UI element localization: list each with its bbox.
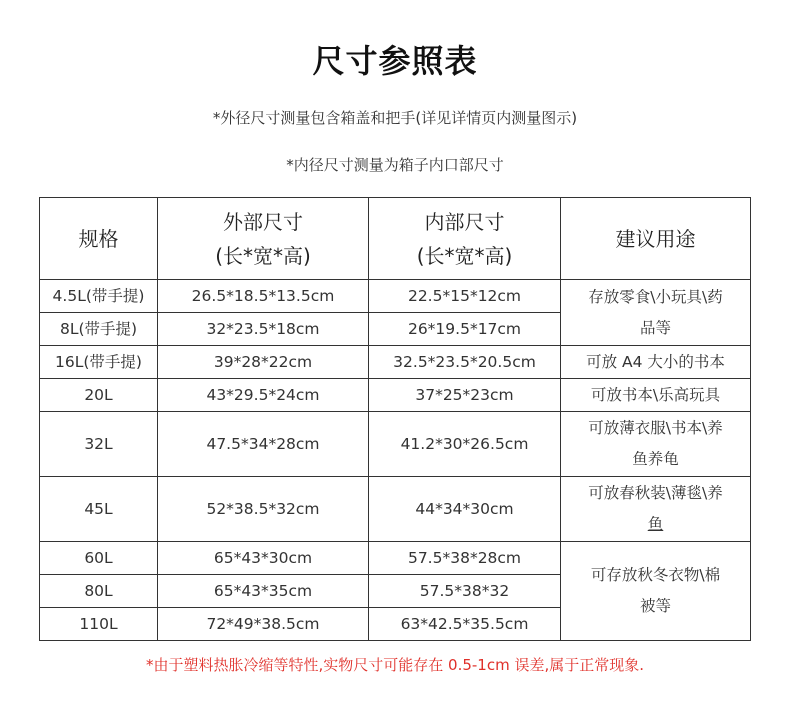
- size-reference-table: [39, 197, 751, 641]
- cell-inner: 26*19.5*17cm: [369, 313, 561, 346]
- cell-outer: 43*29.5*24cm: [158, 379, 369, 412]
- header-outer-line1: 外部尺寸: [223, 209, 303, 234]
- usage-underlined-text: 鱼: [647, 515, 664, 533]
- cell-spec: 60L: [40, 542, 158, 575]
- cell-outer: 52*38.5*32cm: [158, 477, 369, 542]
- cell-inner: 32.5*23.5*20.5cm: [369, 346, 561, 379]
- page-title: 尺寸参照表: [312, 42, 478, 80]
- cell-outer: 65*43*35cm: [158, 575, 369, 608]
- cell-inner: 41.2*30*26.5cm: [369, 412, 561, 477]
- cell-usage: 可放 A4 大小的书本: [561, 346, 751, 379]
- usage-line: 存放零食\小玩具\药: [588, 287, 723, 306]
- header-inner-line1: 内部尺寸: [424, 209, 505, 234]
- header-spec: 规格: [40, 198, 158, 280]
- cell-spec: 32L: [40, 412, 158, 477]
- cell-usage: [561, 477, 751, 542]
- cell-outer: 26.5*18.5*13.5cm: [158, 280, 369, 313]
- table-row: [40, 477, 751, 542]
- header-usage: 建议用途: [561, 198, 751, 280]
- table-row: [40, 379, 751, 412]
- usage-line: 被等: [639, 597, 671, 615]
- header-outer-line2: (长*宽*高): [215, 243, 311, 268]
- cell-spec: 8L(带手提): [40, 313, 158, 346]
- cell-inner: 44*34*30cm: [369, 477, 561, 542]
- table-row: [40, 280, 751, 313]
- cell-spec: 45L: [40, 477, 158, 542]
- usage-line: 可存放秋冬衣物\棉: [590, 566, 721, 584]
- usage-line: 可放薄衣服\书本\养: [588, 419, 723, 437]
- header-inner-size: [369, 198, 561, 280]
- cell-usage: 可放书本\乐高玩具: [561, 379, 751, 412]
- outer-size-note: *外径尺寸测量包含箱盖和把手(详见详情页内测量图示): [212, 109, 578, 127]
- cell-outer: 39*28*22cm: [158, 346, 369, 379]
- usage-line: 可放春秋装\薄毯\养: [588, 484, 723, 502]
- cell-spec: 16L(带手提): [40, 346, 158, 379]
- usage-line: [565, 509, 746, 540]
- usage-line: 品等: [639, 318, 671, 337]
- cell-inner: 57.5*38*32: [369, 575, 561, 608]
- disclaimer-note: *由于塑料热胀冷缩等特性,实物尺寸可能存在 0.5-1cm 误差,属于正常现象.: [145, 656, 644, 674]
- table-row: [40, 412, 751, 477]
- table-row: [40, 542, 751, 575]
- cell-spec: 110L: [40, 608, 158, 641]
- header-inner-line2: (长*宽*高): [416, 243, 513, 268]
- cell-inner: 63*42.5*35.5cm: [369, 608, 561, 641]
- cell-spec: 4.5L(带手提): [40, 280, 158, 313]
- cell-inner: 57.5*38*28cm: [369, 542, 561, 575]
- cell-spec: 80L: [40, 575, 158, 608]
- header-outer-size: [158, 198, 369, 280]
- table-row: [40, 346, 751, 379]
- cell-inner: 22.5*15*12cm: [369, 280, 561, 313]
- cell-outer: 32*23.5*18cm: [158, 313, 369, 346]
- cell-outer: 65*43*30cm: [158, 542, 369, 575]
- cell-outer: 47.5*34*28cm: [158, 412, 369, 477]
- usage-line: 鱼养龟: [632, 450, 679, 468]
- cell-usage: [561, 412, 751, 477]
- inner-size-note: *内径尺寸测量为箱子内口部尺寸: [286, 156, 504, 174]
- cell-spec: 20L: [40, 379, 158, 412]
- cell-outer: 72*49*38.5cm: [158, 608, 369, 641]
- cell-usage-small: [561, 280, 751, 346]
- cell-usage-large: [561, 542, 751, 641]
- table-header-row: [40, 198, 751, 280]
- cell-inner: 37*25*23cm: [369, 379, 561, 412]
